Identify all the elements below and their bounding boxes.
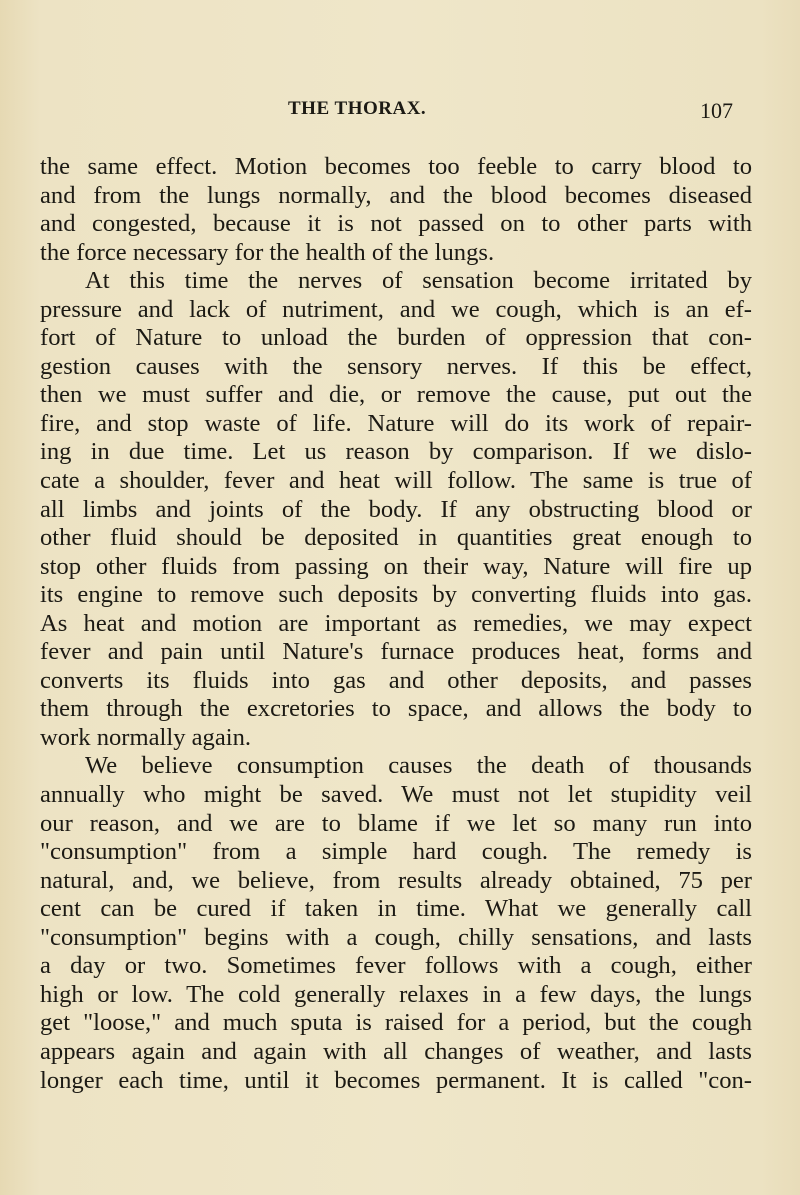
text-line: a day or two. Sometimes fever follows with a cough, either	[40, 952, 752, 980]
text-line: all limbs and joints of the body. If any obstructing blood or	[40, 495, 752, 523]
running-head	[0, 98, 800, 128]
text-line: the force necessary for the health of the lungs.	[40, 238, 495, 266]
text-line: ing in due time. Let us reason by comparison. If we dislo-	[40, 438, 752, 466]
text-line: get "loose," and much sputa is raised for a period, but the cough	[40, 1009, 752, 1037]
paragraph	[40, 153, 752, 267]
text-line: At this time the nerves of sensation become irritated by	[85, 267, 752, 295]
text-line: then we must suffer and die, or remove the cause, put out the	[40, 381, 752, 409]
text-line: stop other fluids from passing on their way, Nature will fire up	[40, 552, 752, 580]
paragraph	[40, 267, 752, 752]
text-line: the same effect. Motion becomes too feeble to carry blood to	[40, 153, 752, 180]
text-line: fever and pain until Nature's furnace produces heat, forms and	[40, 638, 752, 666]
body-text	[40, 153, 752, 1095]
text-line: its engine to remove such deposits by converting fluids into gas.	[40, 581, 752, 609]
text-line: converts its fluids into gas and other deposits, and passes	[40, 666, 752, 694]
text-line: fort of Nature to unload the burden of oppression that con-	[40, 324, 752, 352]
text-line: longer each time, until it becomes permanent. It is called "con-	[40, 1066, 752, 1094]
text-line: and from the lungs normally, and the blood becomes diseased	[40, 181, 752, 209]
text-line: cent can be cured if taken in time. What we generally call	[40, 895, 752, 923]
text-line: natural, and, we believe, from results already obtained, 75 per	[40, 866, 752, 894]
text-line: fire, and stop waste of life. Nature will do its work of repair-	[40, 409, 752, 437]
text-line: high or low. The cold generally relaxes in a few days, the lungs	[40, 980, 752, 1008]
text-line: We believe consumption causes the death of thousands	[85, 752, 752, 780]
text-line: appears again and again with all changes of weather, and lasts	[40, 1037, 752, 1065]
text-line: gestion causes with the sensory nerves. If this be effect,	[40, 352, 752, 380]
page-number: 107	[700, 98, 733, 123]
text-line: annually who might be saved. We must not let stupidity veil	[40, 781, 752, 809]
text-line: our reason, and we are to blame if we let so many run into	[40, 809, 752, 837]
text-line: work normally again.	[40, 723, 252, 751]
text-line: As heat and motion are important as remedies, we may expect	[40, 609, 752, 637]
text-line: "consumption" from a simple hard cough. The remedy is	[40, 838, 752, 866]
text-line: pressure and lack of nutriment, and we cough, which is an ef-	[40, 295, 752, 323]
running-title: THE THORAX.	[288, 98, 427, 119]
text-line: "consumption" begins with a cough, chilly sensations, and lasts	[40, 923, 752, 951]
text-line: and congested, because it is not passed on to other parts with	[40, 210, 752, 238]
paragraph	[40, 752, 752, 1095]
text-line: cate a shoulder, fever and heat will follow. The same is true of	[40, 467, 752, 495]
text-line: them through the excretories to space, and allows the body to	[40, 695, 752, 723]
text-line: other fluid should be deposited in quantities great enough to	[40, 524, 752, 552]
